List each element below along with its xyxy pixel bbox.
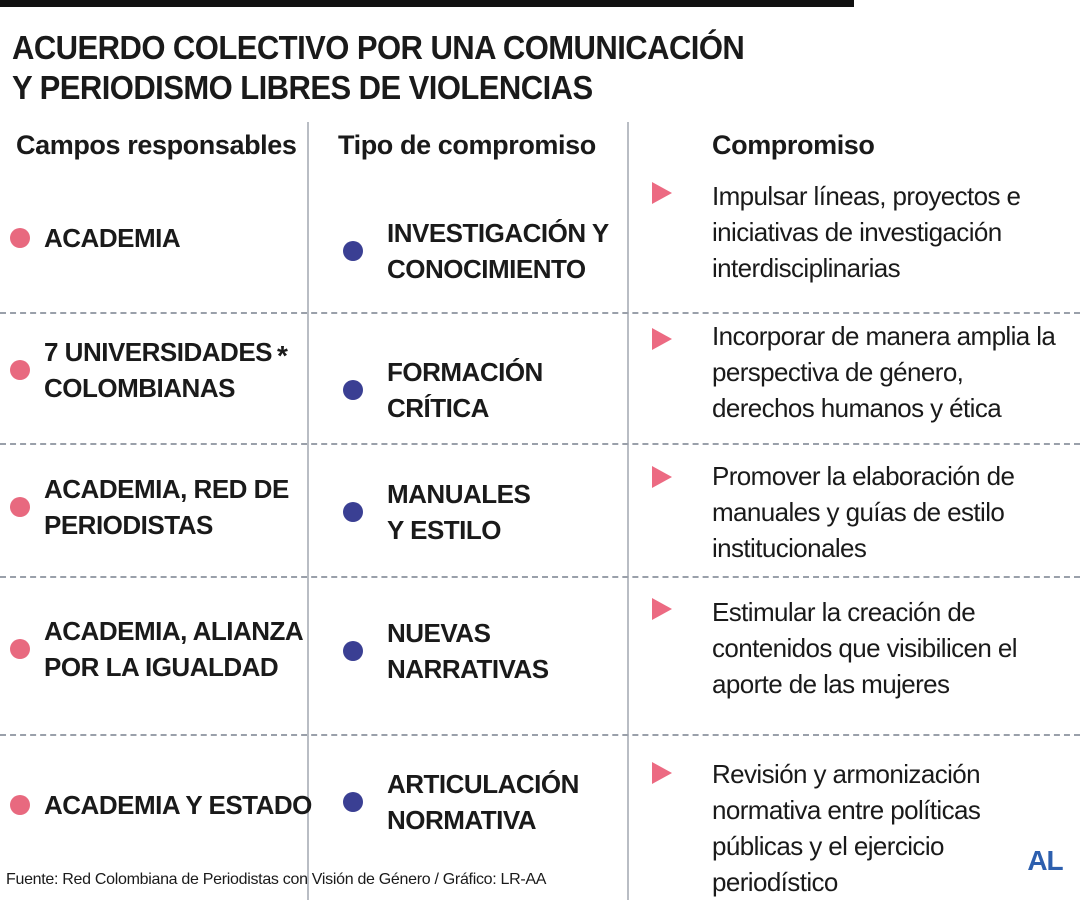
footnote-asterisk: * xyxy=(277,340,288,371)
tipo-label: FORMACIÓN CRÍTICA xyxy=(387,357,543,423)
blue-bullet-icon xyxy=(343,241,363,261)
column-divider-1 xyxy=(307,122,309,900)
blue-bullet-icon xyxy=(343,641,363,661)
campo-label: ACADEMIA, ALIANZA POR LA IGUALDAD xyxy=(44,616,304,682)
campo-label: 7 UNIVERSIDADES COLOMBIANAS xyxy=(44,337,272,403)
pink-bullet-icon xyxy=(10,228,30,248)
compromiso-text: Incorporar de manera amplia la perspectiva de género, derechos humanos y ética xyxy=(712,321,1056,423)
blue-bullet-icon xyxy=(343,502,363,522)
tipo-cell xyxy=(343,615,549,687)
row-divider xyxy=(0,312,1080,314)
campo-cell xyxy=(10,471,289,543)
pink-bullet-icon xyxy=(10,639,30,659)
tipo-cell xyxy=(343,354,543,426)
tipo-cell xyxy=(343,476,530,548)
compromiso-text: Estimular la creación de contenidos que visibilicen el aporte de las mujeres xyxy=(712,597,1017,699)
blue-bullet-icon xyxy=(343,792,363,812)
campo-label: ACADEMIA xyxy=(44,223,181,253)
campo-cell xyxy=(10,334,272,406)
compromiso-text: Promover la elaboración de manuales y guías de estilo institucionales xyxy=(712,461,1015,563)
source-note: Fuente: Red Colombiana de Periodistas con Visión de Género / Gráfico: LR-AA xyxy=(6,871,547,888)
row-divider xyxy=(0,443,1080,445)
campo-cell xyxy=(10,613,303,685)
pink-bullet-icon xyxy=(10,360,30,380)
tipo-label: NUEVAS NARRATIVAS xyxy=(387,618,549,684)
header-campos: Campos responsables xyxy=(16,130,297,160)
column-divider-2 xyxy=(627,122,629,900)
title-line-2: Y PERIODISMO LIBRES DE VIOLENCIAS xyxy=(12,69,593,106)
triangle-bullet-icon xyxy=(652,762,672,784)
triangle-bullet-icon xyxy=(652,182,672,204)
tipo-cell xyxy=(343,766,579,838)
header-tipo: Tipo de compromiso xyxy=(338,130,596,160)
top-rule xyxy=(0,0,854,7)
row-divider xyxy=(0,576,1080,578)
triangle-bullet-icon xyxy=(652,598,672,620)
campo-label: ACADEMIA Y ESTADO xyxy=(44,790,312,820)
page-title xyxy=(12,28,858,108)
compromiso-text: Revisión y armonización normativa entre políticas públicas y el ejercicio periodístico xyxy=(712,759,981,897)
compromiso-text: Impulsar líneas, proyectos e iniciativas de investigación interdisciplinarias xyxy=(712,181,1021,283)
tipo-label: ARTICULACIÓN NORMATIVA xyxy=(387,769,579,835)
campo-cell xyxy=(10,220,180,256)
campo-cell xyxy=(10,787,312,823)
triangle-bullet-icon xyxy=(652,328,672,350)
triangle-bullet-icon xyxy=(652,466,672,488)
publisher-logo: AL xyxy=(1022,838,1068,884)
header-compromiso: Compromiso xyxy=(712,130,875,160)
tipo-label: INVESTIGACIÓN Y CONOCIMIENTO xyxy=(387,218,609,284)
campo-label: ACADEMIA, RED DE PERIODISTAS xyxy=(44,474,289,540)
pink-bullet-icon xyxy=(10,497,30,517)
row-divider xyxy=(0,734,1080,736)
tipo-label: MANUALES Y ESTILO xyxy=(387,479,531,545)
title-line-1: ACUERDO COLECTIVO POR UNA COMUNICACIÓN xyxy=(12,29,745,66)
pink-bullet-icon xyxy=(10,795,30,815)
tipo-cell xyxy=(343,215,609,287)
blue-bullet-icon xyxy=(343,380,363,400)
